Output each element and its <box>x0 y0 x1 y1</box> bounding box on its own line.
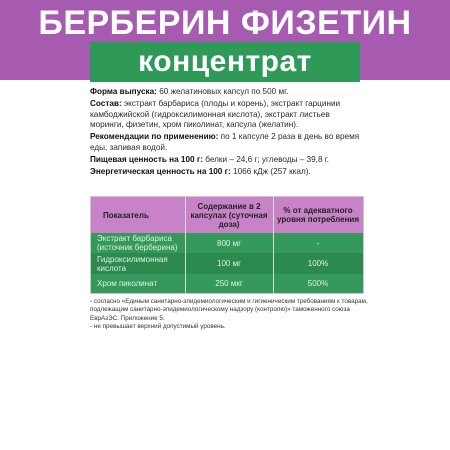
table-row <box>91 233 363 253</box>
table-cell-indicator: Экстракт барбариса (источник берберина) <box>97 234 178 252</box>
table-cell-content: 100 мг <box>217 259 241 268</box>
table-cell-percent: 100% <box>307 259 329 268</box>
info-composition: Состав: экстракт барбариса (плоды и корень), экстракт гарцинии камбоджийской (гидроксилимонная кислота), экстракт листьев моринги, физетин, хром пиколинат, капсула (желатин). <box>90 98 341 130</box>
product-title: БЕРБЕРИН ФИЗЕТИН <box>38 4 412 42</box>
info-usage: Рекомендации по применению: по 1 капсуле 2 раза в день во время еды, запивая водой. <box>90 132 360 152</box>
table-row <box>91 274 363 293</box>
table-row <box>91 253 363 274</box>
table-column-divider <box>185 197 186 293</box>
table-column-divider <box>273 197 274 293</box>
table-cell-percent: - <box>316 238 320 248</box>
table-cell-indicator: Гидроксилимонная кислота <box>97 254 168 273</box>
table-cell-content: 800 мг <box>217 238 241 248</box>
table-header-indicator: Показатель <box>103 210 149 220</box>
footnote-limit: - не превышает верхний допустимый уровень. <box>90 323 226 331</box>
footnotes <box>90 298 368 332</box>
footnote-regulation: - согласно «Единым санитарно-эпидемиологическим и гигиеническим требованиям к товарам, подлежащим санитарно-эпидемиологическому надзору (контролю)» таможенного союза ЕврАзЭС. Приложение 5. <box>90 298 368 322</box>
info-energy: Энергетическая ценность на 100 г: 1066 кДж (257 ккал). <box>90 166 311 176</box>
product-info <box>90 87 365 178</box>
table-header-content: Содержание в 2 капсулах (суточная доза) <box>190 201 268 229</box>
table-cell-percent: 500% <box>307 279 329 288</box>
table-cell-content: 250 мкг <box>215 279 243 288</box>
nutrient-table <box>90 196 364 294</box>
info-release-form: Форма выпуска: 60 желатиновых капсул по 500 мг. <box>90 87 289 96</box>
product-subtitle: концентрат <box>138 45 312 78</box>
table-cell-indicator: Хром пиколинат <box>97 279 158 288</box>
table-header-percent: % от адекватного уровня потребления <box>276 206 359 224</box>
table-header-row <box>91 197 363 233</box>
info-nutrition: Пищевая ценность на 100 г: белки – 24,6 г; углеводы – 39,8 г. <box>90 154 330 164</box>
